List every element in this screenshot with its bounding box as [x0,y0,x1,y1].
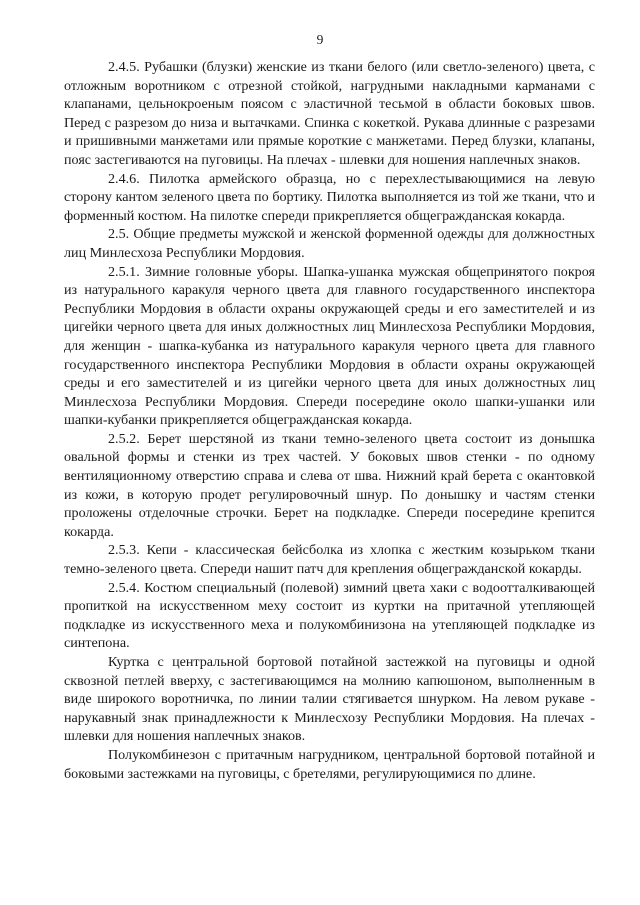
paragraph-jacket: Куртка с центральной бортовой потайной застежкой на пуговицы и одной сквозной петлей вверху, с застегивающимся на молнию капюшоном, выполненным в виде широкого воротничка, по линии талии стягивается шнурком. На левом рукаве - нарукавный знак принадлежности к Минлесхозу Республики Мордовия. На плечах - шлевки для ношения наплечных знаков. [64,654,595,745]
page-number: 9 [316,32,324,47]
paragraph-2-4-5: 2.4.5. Рубашки (блузки) женские из ткани белого (или светло-зеленого) цвета, с отложным воротником с отрезной стойкой, нагрудными накладными карманами с клапанами, цельнокроеным поясом с эластичной тесьмой в области боковых швов. Перед с разрезом до низа и вытачками. Спинка с кокеткой. Рукава длинные с разрезами и пришивными манжетами или прямые короткие с манжетами. Перед блузки, клапаны, пояс застегиваются на пуговицы. На плечах - шлевки для ношения наплечных знаков. [64,59,595,168]
document-body [64,58,595,783]
paragraph-2-5-1: 2.5.1. Зимние головные уборы. Шапка-ушанка мужская общепринятого покроя из натурального каракуля черного цвета для главного государственного инспектора Республики Мордовия в области охраны окружающей среды и его заместителей и из цигейки черного цвета для иных должностных лиц Минлесхоза Республики Мордовия, для женщин - шапка-кубанка из натурального каракуля черного цвета для главного государственного инспектора Республики Мордовия в области охраны окружающей среды и его заместителей и из цигейки черного цвета для иных должностных лиц Минлесхоза Республики Мордовия. Спереди посередине около шапки-ушанки или шапки-кубанки прикрепляется общегражданская кокарда. [64,263,595,429]
paragraph-overalls: Полукомбинезон с притачным нагрудником, центральной бортовой потайной и боковыми застежками на пуговицы, с бретелями, регулирующимися по длине. [64,746,595,782]
paragraph-2-5-4: 2.5.4. Костюм специальный (полевой) зимний цвета хаки с водоотталкивающей пропиткой на искусственном меху состоит из куртки на притачной утепляющей подкладке из искусственного меха и полукомбинизона на утепляющей подкладке из синтепона. [64,579,595,652]
paragraph-2-4-6: 2.4.6. Пилотка армейского образца, но с перехлестывающимися на левую сторону кантом зеленого цвета по бортику. Пилотка выполняется из той же ткани, что и форменный костюм. На пилотке спереди прикрепляется общегражданская кокарда. [64,170,595,224]
paragraph-2-5-2: 2.5.2. Берет шерстяной из ткани темно-зеленого цвета состоит из донышка овальной формы и стенки из трех частей. У боковых швов стенки - по одному вентиляционному отверстию справа и слева от шва. Нижний край берета с окантовкой из кожи, в которую продет регулировочный шнур. По донышку и частям стенки проложены отделочные строчки. Берет на подкладке. Спереди посередине крепится кокарда. [64,430,595,540]
paragraph-2-5: 2.5. Общие предметы мужской и женской форменной одежды для должностных лиц Минлесхоза Республики Мордовия. [64,226,595,261]
paragraph-2-5-3: 2.5.3. Кепи - классическая бейсболка из хлопка с жестким козырьком ткани темно-зеленого цвета. Спереди нашит патч для крепления общегражданской кокарды. [64,542,595,578]
